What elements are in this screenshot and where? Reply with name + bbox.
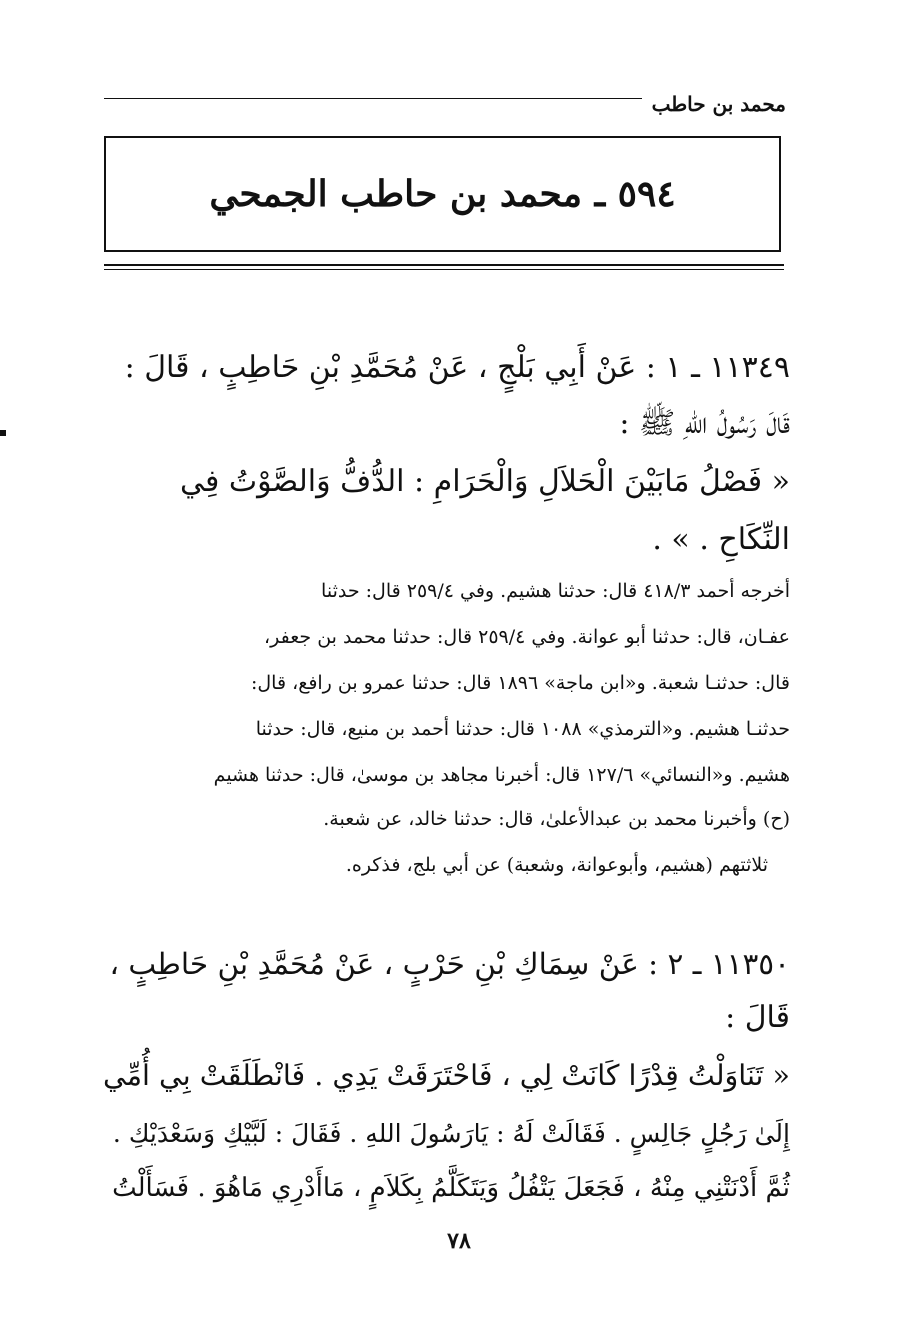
takhrij-1-line: أخرجه أحمد ٤١٨/٣ قال: حدثنا هشيم. وفي ٢٥٩/٤ قال: حدثنا xyxy=(321,580,790,602)
chapter-title: ٥٩٤ ـ محمد بن حاطب الجمحي xyxy=(209,173,676,215)
running-head xyxy=(104,92,786,116)
running-head-rule xyxy=(104,98,642,99)
takhrij-1-line: قال: حدثنـا شعبة. و«ابن ماجة» ١٨٩٦ قال: حدثنا عمرو بن رافع، قال: xyxy=(250,672,790,694)
hadith-1-line: قَالَ رَسُولُ اللهِ ﷺ : xyxy=(619,406,790,441)
hadith-1-line: النِّكَاحِ . » . xyxy=(652,522,790,557)
chapter-title-box xyxy=(104,136,781,252)
title-divider xyxy=(104,264,784,270)
hadith-2-line: « تَنَاوَلْتُ قِدْرًا كَانَتْ لِي ، فَاحْتَرَقَتْ يَدِي . فَانْطَلَقَتْ بِي أُمِّي xyxy=(102,1059,790,1092)
hadith-2-line: قَالَ : xyxy=(725,1000,790,1035)
margin-mark xyxy=(0,430,6,436)
takhrij-1-line: عفـان، قال: حدثنا أبو عوانة. وفي ٢٥٩/٤ قال: حدثنا محمد بن جعفر، xyxy=(264,626,790,648)
running-head-title: محمد بن حاطب xyxy=(651,92,786,116)
divider-thin-line xyxy=(104,269,784,270)
takhrij-1-line: (ح) وأخبرنا محمد بن عبدالأعلىٰ، قال: حدثنا خالد، عن شعبة. xyxy=(323,808,790,830)
hadith-1-line: ١١٣٤٩ ـ ١ : عَنْ أَبِي بَلْجٍ ، عَنْ مُحَمَّدِ بْنِ حَاطِبٍ ، قَالَ : xyxy=(124,350,790,385)
takhrij-1-line: حدثنـا هشيم. و«الترمذي» ١٠٨٨ قال: حدثنا أحمد بن منيع، قال: حدثنا xyxy=(255,718,790,740)
hadith-2-line: ثُمَّ أَدْنَتْنِي مِنْهُ ، فَجَعَلَ يَتْفُلُ وَيَتَكَلَّمُ بِكَلاَمٍ ، مَاأَدْرِي مَاهُوَ . فَسَأَلْتُ xyxy=(112,1173,790,1203)
hadith-2-line: إِلَىٰ رَجُلٍ جَالِسٍ . فَقَالَتْ لَهُ : يَارَسُولَ اللهِ . فَقَالَ : لَبَّيْكِ وَسَعْدَيْكِ . xyxy=(112,1119,790,1148)
page-number: ٧٨ xyxy=(447,1228,471,1254)
divider-thick-line xyxy=(104,264,784,266)
takhrij-1-line: هشيم. و«النسائي» ١٢٧/٦ قال: أخبرنا مجاهد بن موسىٰ، قال: حدثنا هشيم xyxy=(213,764,790,786)
hadith-2-line: ١١٣٥٠ ـ ٢ : عَنْ سِمَاكِ بْنِ حَرْبٍ ، عَنْ مُحَمَّدِ بْنِ حَاطِبٍ ، xyxy=(109,947,790,981)
hadith-1-line: « فَصْلُ مَابَيْنَ الْحَلاَلِ وَالْحَرَامِ : الدُّفُّ وَالصَّوْتُ فِي xyxy=(180,464,790,499)
takhrij-1-line: ثلاثتهم (هشيم، وأبوعوانة، وشعبة) عن أبي بلج، فذكره. xyxy=(345,854,768,876)
